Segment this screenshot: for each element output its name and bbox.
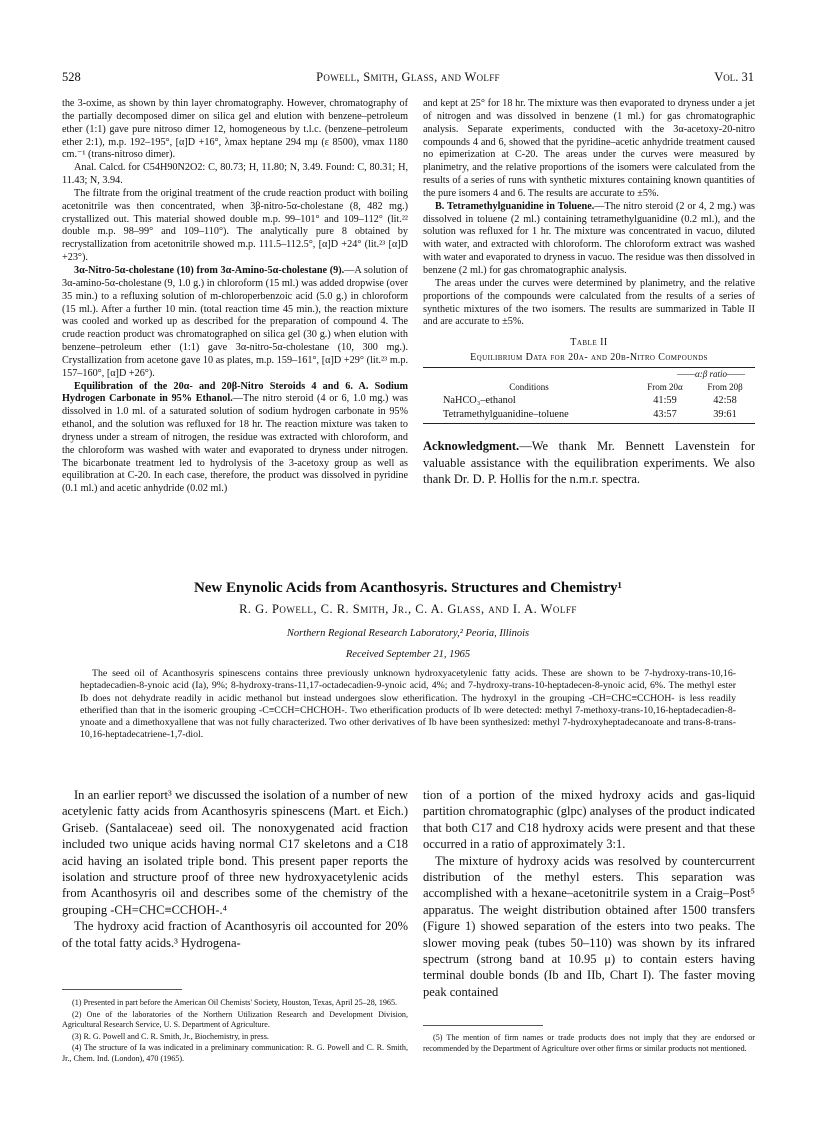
procedure-paragraph (423, 201, 755, 278)
procedure-paragraph (62, 265, 408, 381)
page-number: 528 (62, 70, 81, 84)
conditions-cell: Tetramethylguanidine–toluene (443, 409, 569, 421)
alpha-cell: 43:57 (653, 409, 677, 421)
article-authors: R. G. Powell, C. R. Smith, Jr., C. A. Glass, and I. A. Wolff (239, 602, 577, 616)
affiliation: Northern Regional Research Laboratory,² Peoria, Illinois (286, 628, 530, 639)
footnote-divider (423, 1025, 543, 1026)
paragraph: The filtrate from the original treatment of the crude reaction product with boiling acetonitrile was then concentrated, when 3β-nitro-5α-cholestane (8, 482 mg.) crystallized out. This material showed double m.p. 99–101° and 109–112° (lit.²² double m.p. 98–99° and 109–110°). The analytically pure 8 obtained by recrystallization from acetonitrile showed m.p. 111.5–112.5°, [α]D +24° (lit.²³ [α]D +23°). (62, 187, 408, 264)
received-date: Received September 21, 1965 (345, 649, 471, 660)
running-head-authors: Powell, Smith, Glass, and Wolff (316, 70, 500, 84)
procedure-heading: 3α-Nitro-5α-cholestane (10) from 3α-Amino-5α-cholestane (9). (74, 264, 345, 276)
table-title: Table II (570, 337, 608, 349)
paragraph: In an earlier report³ we discussed the isolation of a number of new acetylenic fatty acids from Acanthosyris spinescens (Mart. et Eich.) Griseb. (Santalaceae) seed oil. The nonoxygenated acid fraction included two unique acids having normal C17 skeletons and a C18 acid having an isolated triple bond. This present paper reports the isolation and structure proof of three new hydroxyacetylenic acids from Acanthosyris oil and describes some of the chemistry of the grouping -CH=CHC≡CCHOH-.⁴ (62, 788, 408, 917)
paragraph: tion of a portion of the mixed hydroxy acids and gas-liquid partition chromatographic (glpc) analyses of the product indicated that both C17 and C18 hydroxy acids were present and that these occurred in a ratio of approximately 3:1. (423, 788, 755, 852)
procedure-paragraph (62, 381, 408, 497)
acknowledgment-heading: Acknowledgment. (423, 439, 520, 454)
left-column-top (62, 98, 408, 496)
body-left-column (62, 787, 408, 951)
footnote-divider (62, 989, 182, 990)
paragraph: The mixture of hydroxy acids was resolved by countercurrent distribution of the methyl esters. This separation was accomplished with a hexane–acetonitrile system in a Craig–Post⁵ apparatus. The weight distribution obtained after 1500 transfers (Figure 1) showed separation of the esters into two peaks. The slower moving peak (tubes 50–110) was shown by its infrared spectrum (strong band at 10.95 μ) to contain esters having terminal double bonds (Ib and IIb, Chart I). The faster moving peak contained (423, 853, 755, 999)
col-header-beta: From 20β (707, 381, 743, 392)
table-row (423, 394, 755, 409)
procedure-text: —A solution of 3α-amino-5α-cholestane (9, 1.0 g.) in chloroform (15 ml.) was added dropwise (over 35 min.) to a refluxing solution of m-chloroperbenzoic acid (5.0 g.) in chloroform (15 ml.). After a further 10 min. (total reaction time 45 min.), the reaction mixture was cooled and worked up as described for the preparation of compound 4. The crude reaction product was chromatographed on silica gel (30 g.) when elution with benzene–petroleum ether (1:1) gave 3α-nitro-5α-cholestane (10, 300 mg.). Crystallization from acetone gave 10 as plates, m.p. 159–161°, [α]D +29° (lit.²³ m.p. 157–160°, [α]D +26°). (62, 264, 408, 379)
col-header-conditions: Conditions (509, 381, 549, 392)
equilibrium-table (423, 367, 755, 424)
analysis-paragraph: Anal. Calcd. for C54H90N2O2: C, 80.73; H, 11.80; N, 3.49. Found: C, 80.31; H, 11.43; N, 3.94. (62, 162, 408, 187)
paragraph: The hydroxy acid fraction of Acanthosyris oil accounted for 20% of the total fatty acids.³ Hydrogena- (62, 919, 408, 950)
table-caption: Equilibrium Data for 20α- and 20β-Nitro Compounds (470, 352, 708, 364)
footnote: (5) The mention of firm names or trade products does not imply that they are endorsed or recommended by the Department of Agriculture over other firms or similar products not mentioned. (423, 1033, 755, 1053)
procedure-heading: B. Tetramethylguanidine in Toluene. (435, 200, 595, 212)
footnote: (1) Presented in part before the American Oil Chemists' Society, Houston, Texas, April 25–28, 1965. (72, 998, 398, 1007)
alpha-cell: 41:59 (653, 394, 677, 406)
right-column-top (423, 98, 755, 488)
paragraph: the 3-oxime, as shown by thin layer chromatography. However, chromatography of the partially decomposed dimer on silica gel and elution with benzene–petroleum ether (1:1) gave pure nitroso dimer 12, homogeneous by t.l.c. (benzene–petroleum ether 2:1), m.p. 192–195°, [α]D +16°, λmax heptane 294 mμ (ε 8500), νmax 1180 cm.⁻¹ (trans-nitroso dimer). (62, 98, 408, 161)
col-header-alpha: From 20α (647, 381, 683, 392)
running-head (62, 70, 754, 86)
volume-label: Vol. 31 (714, 70, 754, 84)
procedure-heading: Equilibration of the 20α- and 20β-Nitro Steroids 4 and 6. A. Sodium Hydrogen Carbonate in 95% Ethanol. (62, 380, 408, 405)
ratio-header: ——α:β ratio—— (677, 368, 745, 379)
footnotes-left (62, 998, 408, 1065)
footnote: (4) The structure of Ia was indicated in a preliminary communication: R. G. Powell and C. R. Smith, Jr., Chem. Ind. (London), 470 (1965). (62, 1043, 408, 1063)
table-row (423, 408, 755, 423)
acknowledgment (423, 438, 755, 488)
procedure-text: —The nitro steroid (4 or 6, 1.0 mg.) was dissolved in 1.0 ml. of a saturated solution of sodium hydrogen carbonate in 95% ethanol, and the solution was refluxed for 18 hr. The reaction mixture was taken to dryness under a stream of nitrogen, the residue was extracted with chloroform, and the chloroform was washed with water and evaporated to dryness under nitrogen. The bicarbonate treatment led to hydrolysis of the 3-acetoxy group as well as equilibration at C-20. In each case, therefore, the product was dissolved in pyridine (0.1 ml.) and acetic anhydride (0.02 ml.) (62, 393, 408, 495)
footnote: (3) R. G. Powell and C. R. Smith, Jr., Biochemistry, in press. (72, 1031, 269, 1041)
article-title: New Enynolic Acids from Acanthosyris. Structures and Chemistry¹ (193, 580, 623, 596)
paragraph: and kept at 25° for 18 hr. The mixture was then evaporated to dryness under a jet of nitrogen and was dissolved in benzene (1 ml.) for gas chromatographic analysis. Separate experiments, conducted with the 3α-acetoxy-20-nitro compounds 4 and 6, showed that the pyridine–acetic anhydride treatment caused no epimerization at C-20. The areas under the curves were measured by planimetry, and the relative proportions of the isomers were calculated from the results of a series of runs with synthetic mixtures containing known quantities of the pure isomers 4 and 6. The results are accurate to ±5%. (423, 98, 755, 199)
abstract: The seed oil of Acanthosyris spinescens contains three previously unknown hydroxyacetylenic fatty acids. These are shown to be 7-hydroxy-trans-10,16-heptadecadien-8-ynoic acid (Ia), 9%; 8-hydroxy-trans-11,17-octadecadien-9-ynoic acid, 4%; and 7-hydroxy-trans-10-heptadecen-8-ynoic acid, 6%. The methyl ester Ib does not dehydrate readily in acidic methanol but instead undergoes slow etherification. The hydroxyl in the grouping -CH=CHC≡CCHOH- is less readily etherified than that in the isomeric grouping -C≡CCH=CHCHOH-. Two etherification products of Ib were detected: methyl 7-methoxy-trans-10,16-heptadecadien-8-ynoate and a dimethoxyallene that was not fully characterized. Two other derivatives of Ib have been synthesized: methyl 7-hydroxyheptadecanoate and trans-8-trans-10,16-heptadecatriene-1,7-diol. (80, 668, 736, 741)
beta-cell: 39:61 (713, 409, 737, 421)
beta-cell: 42:58 (713, 394, 737, 406)
body-right-column (423, 787, 755, 1000)
acknowledgment-text: —We thank Mr. Bennett Lavenstein for valuable assistance with the equilibration experiments. We also thank Dr. D. P. Hollis for the n.m.r. spectra. (423, 439, 755, 487)
conditions-cell: NaHCO₃–ethanol (443, 394, 516, 406)
procedure-text: —The nitro steroid (2 or 4, 2 mg.) was dissolved in toluene (2 ml.) containing tetramethylguanidine (0.2 ml.), and the solution was refluxed for 1 hr. The mixture was concentrated in vacuo, diluted with water, and extracted with chloroform. The chloroform extract was washed with water and evaporated to dryness in vacuo. The residue was then dissolved in benzene (2 ml.) for gas chromatographic analysis. (423, 200, 755, 276)
footnote: (2) One of the laboratories of the Northern Utilization Research and Development Division, Agricultural Research Service, U. S. Department of Agriculture. (62, 1009, 408, 1029)
footnotes-right (423, 1033, 755, 1055)
paragraph: The areas under the curves were determined by planimetry, and the relative proportions of the compounds were calculated from the results of a series of synthetic mixtures of the two isomers. The results are summarized in Table II and are accurate to ±5%. (423, 277, 755, 328)
